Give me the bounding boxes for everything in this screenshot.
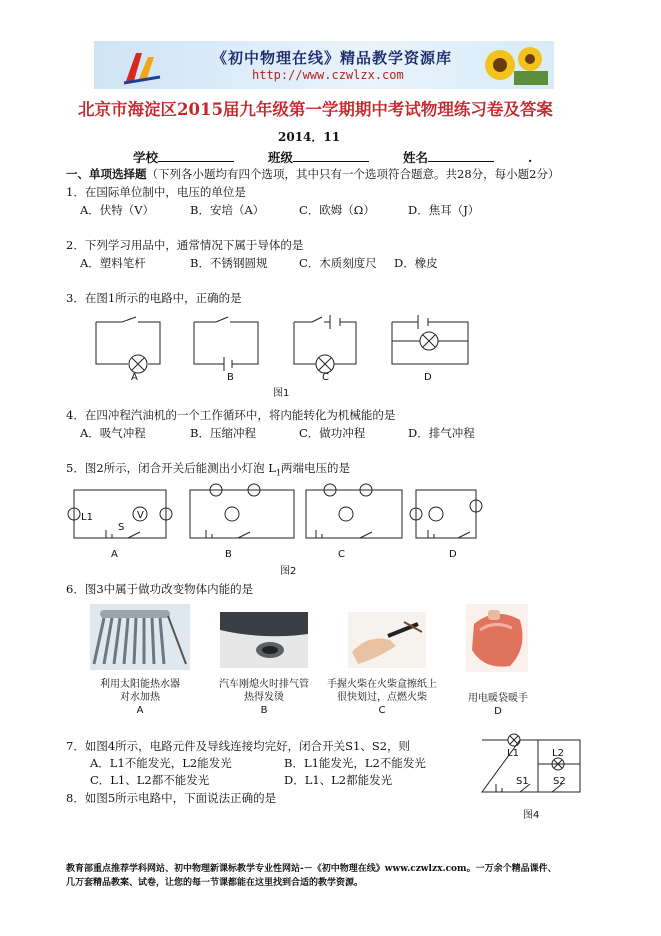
fig2-label-d: D <box>449 549 457 560</box>
q8-stem: 8．如图5所示电路中，下面说法正确的是 <box>66 791 277 805</box>
q5-stem: 5．图2所示，闭合开关后能测出小灯泡 $L_1$两端电压的是 <box>66 461 351 478</box>
q1-stem: 1．在国际单位制中，电压的单位是 <box>66 185 246 199</box>
q4-option-d[interactable]: D．排气冲程 <box>408 426 475 440</box>
q4-option-a[interactable]: A．吸气冲程 <box>80 426 146 440</box>
fig4-s2-label: S2 <box>553 776 566 787</box>
footer-line-2: 几万套精品教案、试卷，让您的每一节课都能在这里找到合适的教学资源。 <box>66 878 364 888</box>
q1-option-d[interactable]: D．焦耳（J） <box>408 203 480 217</box>
footer-line-1: 教育部重点推荐学科网站、初中物理新课标教学专业性网站-－《初中物理在线》www.czwlzx.com。一万余个精品课件、 <box>66 864 557 874</box>
q6-stem: 6．图3中属于做功改变物体内能的是 <box>66 582 254 596</box>
q2-option-a[interactable]: A．塑料笔杆 <box>80 256 146 270</box>
fig2-l1-label: L1 <box>81 512 93 523</box>
sunflower-icon <box>478 45 548 85</box>
q7-stem: 7．如图4所示，电路元件及导线连接均完好，闭合开关S1、S2，则 <box>66 739 411 753</box>
fig2-label-c: C <box>338 549 345 560</box>
solar-heater-icon <box>90 604 190 670</box>
q7-option-c[interactable]: C．L1、L2都不能发光 <box>90 773 210 787</box>
match-strike-icon <box>348 612 426 668</box>
footer <box>66 862 606 890</box>
fig1-caption: 图1 <box>273 388 290 399</box>
photo-c-caption: 手握火柴在火柴盒擦纸上 很快划过，点燃火柴 C <box>327 679 437 716</box>
fig4-l1-label: L1 <box>507 748 519 759</box>
q7-option-a[interactable]: A．L1不能发光，L2能发光 <box>90 756 232 770</box>
student-info-bar: 学校 班级 姓名 . <box>133 150 533 165</box>
figure-2-circuits <box>66 482 486 552</box>
fig4-l2-label: L2 <box>552 748 564 759</box>
fig1-label-b: B <box>227 372 234 383</box>
fig2-caption: 图2 <box>280 566 297 577</box>
class-label: 班级 <box>268 150 294 165</box>
fig2-label-a: A <box>111 549 118 560</box>
q2-option-c[interactable]: C．木质刻度尺 <box>299 256 377 270</box>
logo-icon <box>122 47 162 85</box>
hand-warmer-icon <box>466 604 528 672</box>
fig2-s-label: S <box>118 522 125 533</box>
figure-4-circuit <box>476 730 586 804</box>
name-field[interactable] <box>428 161 494 162</box>
banner-title: 《初中物理在线》精品教学资源库 <box>212 49 453 67</box>
fig2-v-label: V <box>137 510 144 521</box>
photo-d-caption: 用电暖袋暖手 D <box>468 693 528 717</box>
fig4-s1-label: S1 <box>516 776 529 787</box>
photo-a-caption: 利用太阳能热水器 对水加热 A <box>100 679 180 716</box>
name-label: 姓名 <box>403 150 429 165</box>
photo-b <box>220 612 308 668</box>
q4-option-b[interactable]: B．压缩冲程 <box>190 426 256 440</box>
exhaust-pipe-icon <box>220 612 308 668</box>
q7-option-b[interactable]: B．L1能发光，L2不能发光 <box>284 756 426 770</box>
section-heading: 一、单项选择题（下列各小题均有四个选项，其中只有一个选项符合题意。共28分，每小题2分） <box>66 167 560 181</box>
q1-option-a[interactable]: A．伏特（V） <box>80 203 155 217</box>
q3-stem: 3．在图1所示的电路中，正确的是 <box>66 291 242 305</box>
fig1-label-a: A <box>131 372 138 383</box>
photo-c <box>348 612 426 668</box>
photo-d <box>466 604 528 672</box>
photo-b-caption: 汽车刚熄火时排气管 热得发烫 B <box>219 679 309 716</box>
fig4-caption: 图4 <box>523 810 540 821</box>
q1-option-b[interactable]: B．安培（A） <box>190 203 265 217</box>
fig1-label-d: D <box>424 372 432 383</box>
page-title: 北京市海淀区2015届九年级第一学期期中考试物理练习卷及答案 <box>78 100 553 119</box>
school-field[interactable] <box>158 161 234 162</box>
q7-option-d[interactable]: D．L1、L2都能发光 <box>284 773 393 787</box>
fig2-label-b: B <box>225 549 232 560</box>
class-field[interactable] <box>293 161 369 162</box>
q4-stem: 4．在四冲程汽油机的一个工作循环中，将内能转化为机械能的是 <box>66 408 396 422</box>
exam-date: 2014．11 <box>278 130 341 144</box>
banner-url[interactable]: http://www.czwlzx.com <box>252 68 404 82</box>
q2-stem: 2．下列学习用品中，通常情况下属于导体的是 <box>66 238 304 252</box>
q4-option-c[interactable]: C．做功冲程 <box>299 426 366 440</box>
photo-a <box>90 604 190 670</box>
school-label: 学校 <box>133 150 159 165</box>
banner <box>94 41 554 89</box>
q1-option-c[interactable]: C．欧姆（Ω） <box>299 203 375 217</box>
q2-option-d[interactable]: D．橡皮 <box>394 256 438 270</box>
q2-option-b[interactable]: B．不锈钢圆规 <box>190 256 268 270</box>
fig1-label-c: C <box>322 372 329 383</box>
